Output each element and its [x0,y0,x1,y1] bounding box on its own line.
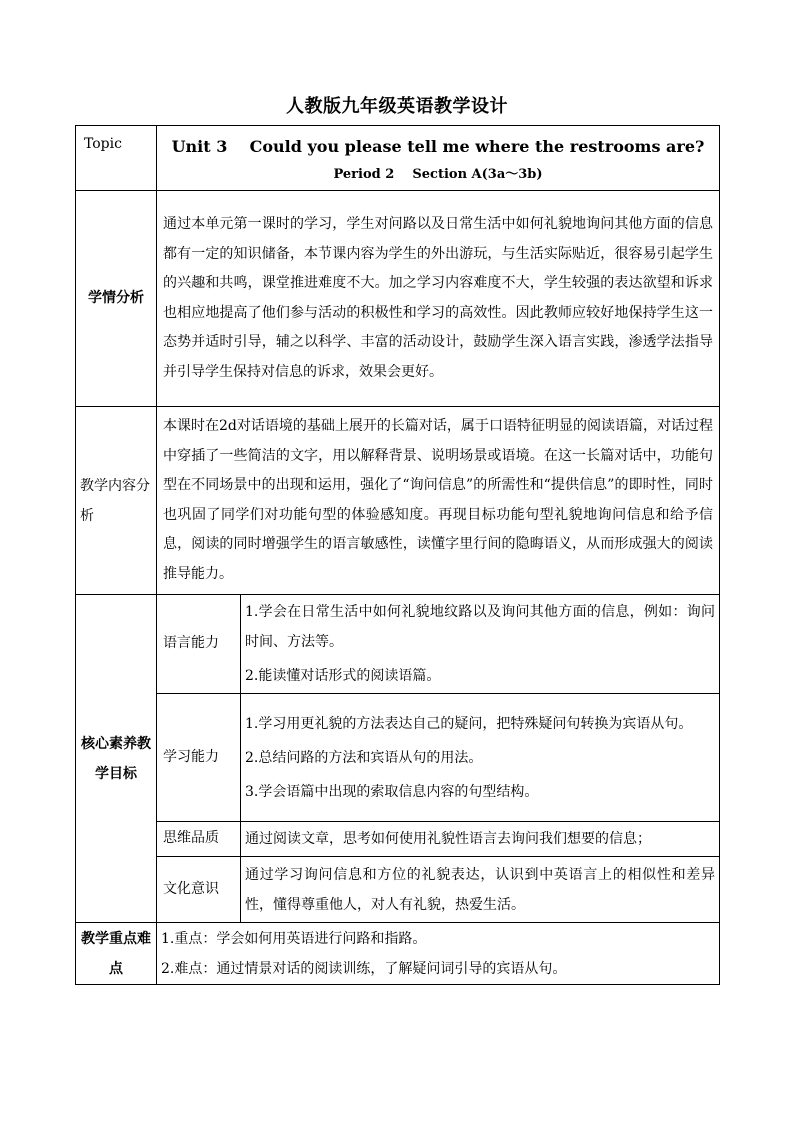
goal-item: 通过学习询问信息和方位的礼貌表达，认识到中英语言上的相似性和差异性，懂得尊重他人，对人有礼貌，热爱生活。 [245,866,715,913]
topic-label: Topic [76,126,157,191]
goal-item: 3.学会语篇中出现的索取信息内容的句型结构。 [245,783,539,800]
goal-item: 2.能读懂对话形式的阅读语篇。 [245,668,441,684]
goal-row-language [76,595,720,694]
unit-title: Unit 3 Could you please tell me where the restrooms are? [171,137,705,156]
content-analysis-text: 本课时在2d对话语境的基础上展开的长篇对话，属于口语特征明显的阅读语篇，对话过程中穿插了一些简洁的文字，用以解释背景、说明场景或语境。在这一长篇对话中，功能句型在不同场景中的出现和运用，强化了“询问信息”的所需性和“提供信息”的即时性，同时也巩固了同学们对功能句型的体验感知度。再现目标功能句型礼貌地询问信息和给予信息，阅读的同时增强学生的语言敏感性，读懂字里行间的隐晦语义，从而形成强大的阅读推导能力。 [163,418,713,582]
period-title: Period 2 Section A(3a～3b) [333,167,543,182]
learner-analysis-cell [157,191,720,407]
goal-row-learning [76,694,720,822]
document-title: 人教版九年级英语教学设计 [286,96,508,117]
key-points-row [76,923,720,985]
content-analysis-cell [157,407,720,595]
goal-content-learning [241,694,720,822]
goal-content-language [241,595,720,694]
key-point-item: 2.难点：通过情景对话的阅读训练，了解疑问词引导的宾语从句。 [161,960,567,977]
goal-content-thinking [241,822,720,857]
topic-row [76,126,720,191]
key-points-cell [157,923,720,985]
core-goals-label: 核心素养教学目标 [76,595,157,923]
goal-label-culture: 文化意识 [157,857,241,923]
learner-analysis-label: 学情分析 [76,191,157,407]
topic-content [157,126,720,191]
goal-label-learning: 学习能力 [157,694,241,822]
goal-row-culture [76,857,720,923]
goal-item: 通过阅读文章，思考如何使用礼貌性语言去询问我们想要的信息； [245,831,651,847]
goal-label-thinking: 思维品质 [157,822,241,857]
goal-item: 1.学习用更礼貌的方法表达自己的疑问，把特殊疑问句转换为宾语从句。 [245,715,693,732]
learner-analysis-text: 通过本单元第一课时的学习，学生对问路以及日常生活中如何礼貌地询问其他方面的信息都有一定的知识储备，本节课内容为学生的外出游玩，与生活实际贴近，很容易引起学生的兴趣和共鸣，课堂推进难度不大。加之学习内容难度不大，学生较强的表达欲望和诉求也相应地提高了他们参与活动的积极性和学习的高效性。因此教师应较好地保持学生这一态势并适时引导，辅之以科学、丰富的活动设计，鼓励学生深入语言实践，渗透学法指导并引导学生保持对信息的诉求，效果会更好。 [163,216,713,380]
goal-label-language: 语言能力 [157,595,241,694]
goal-row-thinking [76,822,720,857]
goal-item: 2.总结问路的方法和宾语从句的用法。 [245,749,483,766]
content-analysis-row [76,407,720,595]
key-point-item: 1.重点：学会如何用英语进行问路和指路。 [161,930,427,947]
key-points-label: 教学重点难点 [76,923,157,985]
lesson-plan-table [75,125,720,985]
content-analysis-label: 教学内容分析 [76,407,157,595]
learner-analysis-row [76,191,720,407]
goal-item: 1.学会在日常生活中如何礼貌地纹路以及询问其他方面的信息，例如：询问时间、方法等。 [245,604,715,650]
goal-content-culture [241,857,720,923]
